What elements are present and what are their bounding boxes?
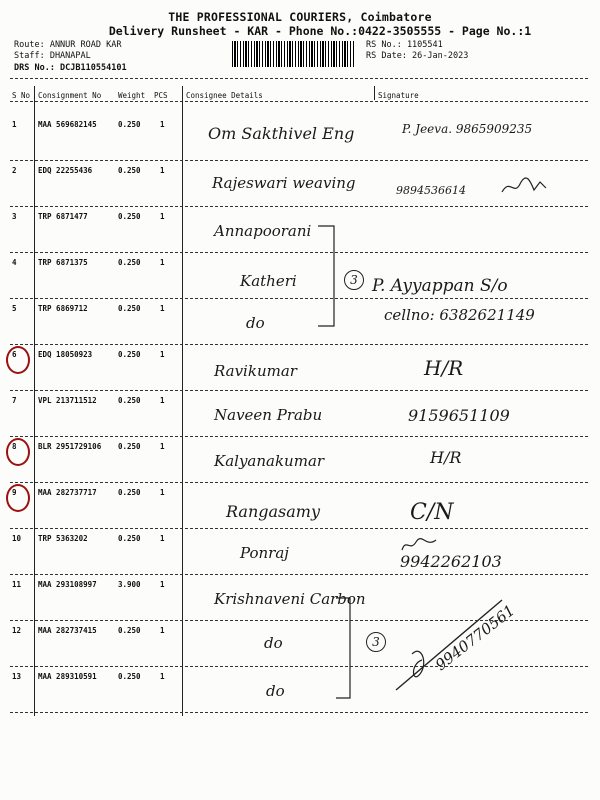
row-sno: 13: [12, 672, 22, 681]
row-consignment: MAA 282737717: [38, 488, 97, 497]
row-signature: H/R: [430, 448, 462, 467]
row-consignee: Kalyanakumar: [214, 452, 325, 470]
row-pcs: 1: [160, 350, 165, 359]
row-consignment: EDQ 18050923: [38, 350, 93, 359]
row-consignee: Om Sakthivel Eng: [208, 124, 355, 143]
red-circle-mark: [6, 346, 30, 374]
divider: [10, 101, 588, 102]
col-header-consignee: Consignee Details: [186, 91, 263, 100]
row-divider: [10, 574, 588, 575]
row-divider: [10, 482, 588, 483]
row-divider: [10, 298, 588, 299]
row-consignment: MAA 289310591: [38, 672, 97, 681]
row-sno: 11: [12, 580, 22, 589]
row-pcs: 1: [160, 442, 165, 451]
row-consignment: TRP 6871477: [38, 212, 88, 221]
row-pcs: 1: [160, 258, 165, 267]
row-sno: 2: [12, 166, 17, 175]
group-count-badge: 3: [344, 270, 364, 290]
row-sno: 7: [12, 396, 17, 405]
row-weight: 0.250: [118, 396, 141, 405]
row-pcs: 1: [160, 488, 165, 497]
row-signature: 9942262103: [400, 552, 502, 571]
row-divider: [10, 436, 588, 437]
row-divider: [10, 252, 588, 253]
col-header-sno: S No: [12, 91, 31, 100]
row-consignee: Krishnaveni Carbon: [214, 590, 366, 608]
row-pcs: 1: [160, 304, 165, 313]
column-divider: [374, 86, 375, 100]
group-count-badge: 3: [366, 632, 386, 652]
group-signature: P. Ayyappan S/o: [372, 276, 508, 296]
row-weight: 0.250: [118, 258, 141, 267]
column-divider: [182, 86, 183, 716]
staff-label: Staff: DHANAPAL: [14, 51, 91, 61]
col-header-signature: Signature: [378, 91, 419, 100]
row-weight: 0.250: [118, 672, 141, 681]
divider: [10, 78, 588, 79]
row-sno: 6: [12, 350, 17, 359]
row-signature: 9159651109: [408, 406, 510, 425]
drs-number: DRS No.: DCJB110554101: [14, 63, 127, 73]
row-sno: 4: [12, 258, 17, 267]
row-consignee: do: [264, 634, 283, 652]
row-consignee: Ponraj: [240, 544, 289, 562]
group-cell-number: cellno: 6382621149: [384, 306, 535, 324]
row-consignment: EDQ 22255436: [38, 166, 93, 175]
row-pcs: 1: [160, 534, 165, 543]
row-consignee: Katheri: [240, 272, 297, 290]
row-weight: 0.250: [118, 350, 141, 359]
row-divider: [10, 390, 588, 391]
signature-scribble: [500, 176, 550, 196]
group-signature: 9940770561: [432, 601, 519, 675]
row-pcs: 1: [160, 120, 165, 129]
route-label: Route: ANNUR ROAD KAR: [14, 40, 122, 50]
row-sno: 1: [12, 120, 17, 129]
row-sno: 9: [12, 488, 17, 497]
row-pcs: 1: [160, 212, 165, 221]
red-circle-mark: [6, 438, 30, 466]
row-signature: H/R: [424, 356, 464, 380]
row-consignment: TRP 6869712: [38, 304, 88, 313]
row-weight: 0.250: [118, 488, 141, 497]
row-consignment: MAA 293108997: [38, 580, 97, 589]
row-divider: [10, 206, 588, 207]
row-pcs: 1: [160, 396, 165, 405]
row-weight: 0.250: [118, 534, 141, 543]
row-pcs: 1: [160, 580, 165, 589]
row-consignment: VPL 213711512: [38, 396, 97, 405]
row-pcs: 1: [160, 626, 165, 635]
row-divider: [10, 344, 588, 345]
column-divider: [34, 86, 35, 716]
row-weight: 0.250: [118, 626, 141, 635]
row-consignee: do: [246, 314, 265, 332]
row-weight: 3.900: [118, 580, 141, 589]
row-weight: 0.250: [118, 166, 141, 175]
row-divider: [10, 160, 588, 161]
row-consignment: TRP 6871375: [38, 258, 88, 267]
row-consignee: Naveen Prabu: [214, 406, 323, 424]
rs-number: RS No.: 1105541: [366, 40, 443, 50]
row-sno: 12: [12, 626, 22, 635]
row-weight: 0.250: [118, 442, 141, 451]
row-consignee: do: [266, 682, 285, 700]
row-consignee: Rajeswari weaving: [212, 174, 356, 192]
row-divider: [10, 712, 588, 713]
row-signature: P. Jeeva. 9865909235: [402, 122, 533, 136]
row-weight: 0.250: [118, 120, 141, 129]
row-consignment: BLR 2951729106: [38, 442, 102, 451]
signature-scribble: [400, 536, 440, 554]
row-sno: 8: [12, 442, 17, 451]
row-pcs: 1: [160, 672, 165, 681]
barcode: [232, 41, 354, 67]
row-sno: 5: [12, 304, 17, 313]
row-pcs: 1: [160, 166, 165, 175]
col-header-weight: Weight: [118, 91, 146, 100]
row-divider: [10, 528, 588, 529]
row-weight: 0.250: [118, 212, 141, 221]
group-bracket: [316, 222, 344, 332]
row-consignee: Rangasamy: [226, 502, 320, 521]
row-sno: 10: [12, 534, 22, 543]
rs-date: RS Date: 26-Jan-2023: [366, 51, 469, 61]
runsheet-subtitle: Delivery Runsheet - KAR - Phone No.:0422-3505555 - Page No.:1: [108, 24, 532, 38]
col-header-consignment: Consignment No: [38, 91, 102, 100]
row-signature: C/N: [410, 500, 454, 525]
row-consignment: MAA 282737415: [38, 626, 97, 635]
row-consignment: TRP 5363202: [38, 534, 88, 543]
row-consignee: Ravikumar: [214, 362, 297, 380]
col-header-pcs: PCS: [154, 91, 168, 100]
row-consignee: Annapoorani: [214, 222, 312, 240]
red-circle-mark: [6, 484, 30, 512]
group-bracket: [334, 594, 360, 704]
row-weight: 0.250: [118, 304, 141, 313]
row-signature: 9894536614: [396, 184, 466, 197]
row-sno: 3: [12, 212, 17, 221]
company-title: THE PROFESSIONAL COURIERS, Coimbatore: [168, 10, 432, 24]
row-consignment: MAA 569682145: [38, 120, 97, 129]
